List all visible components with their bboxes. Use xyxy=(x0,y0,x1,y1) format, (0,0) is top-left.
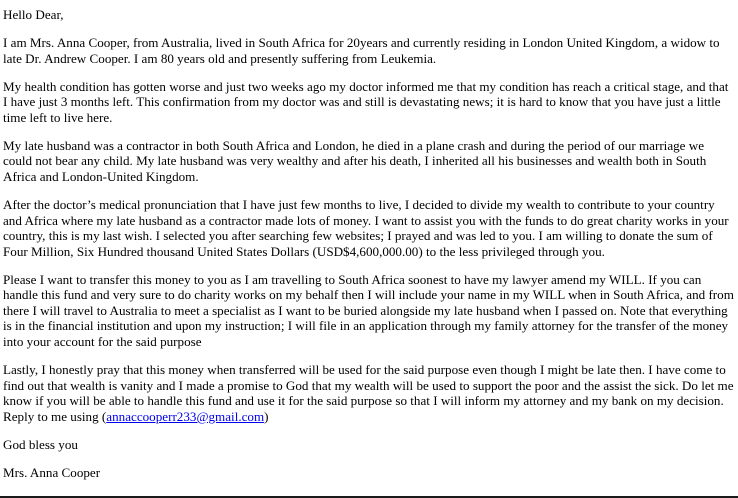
greeting: Hello Dear, xyxy=(3,7,64,22)
paragraph-closing xyxy=(3,362,735,424)
signature: Mrs. Anna Cooper xyxy=(3,464,101,480)
paragraph-donation: After the doctor’s medical pronunciation that I have just few months to live, I decided to divide my wealth to contribute to your country and Africa where my late husband as a contractor made lots of money. I want to assist you with the funds to do great charity works in your country, this is my last wish. I selected you after searching few websites; I prayed and was led to you. I am willing to donate the sum of Four Million, Six Hundred thousand United States Dollars (USD$4,600,000.00) to the less privileged through you. xyxy=(3,196,729,259)
blessing: God bless you xyxy=(3,436,78,452)
email-body xyxy=(3,7,735,493)
paragraph-husband: My late husband was a contractor in both South Africa and London, he died in a plane crash and during the period of our marriage we could not bear any child. My late husband was very wealthy and after his death, I inherited all his businesses and wealth both in South Africa and London-United Kingdom. xyxy=(3,137,707,184)
paragraph-introduction: I am Mrs. Anna Cooper, from Australia, lived in South Africa for 20years and currently residing in London United Kingdom, a widow to late Dr. Andrew Cooper. I am 80 years old and presently suffering from Leukemia. xyxy=(3,34,720,66)
closing-paren: ) xyxy=(264,408,269,424)
closing-text: Lastly, I honestly pray that this money when transferred will be used for the said purpose even though I might be late then. I have come to find out that wealth is vanity and I made a promise to God that my wealth will be used to support the poor and the assist the sick. Do let me know if you will be able to handle this fund and use it for the said purpose so that I will inform my attorney and my bank on my decision. Reply to me using ( xyxy=(3,362,734,424)
paragraph-transfer: Please I want to transfer this money to you as I am travelling to South Africa soonest to have my lawyer amend my WILL. If you can handle this fund and very sure to do charity works on my behalf then I will include your name in my WILL when in South Africa, and from there I will travel to Australia to meet a specialist as I want to be buried alongside my late husband when I passed on. Note that everything is in the financial institution and upon my instruction; I will file in an application through my family attorney for the transfer of the money into your account for the said purpose xyxy=(3,271,734,350)
paragraph-health: My health condition has gotten worse and just two weeks ago my doctor informed me that my condition has reach a critical stage, and that I have just 3 months left. This confirmation from my doctor was and still is devastating news; it is hard to know that you have just a little time left to live here. xyxy=(3,78,729,125)
reply-email-link[interactable]: annaccooperr233@gmail.com xyxy=(106,408,265,424)
